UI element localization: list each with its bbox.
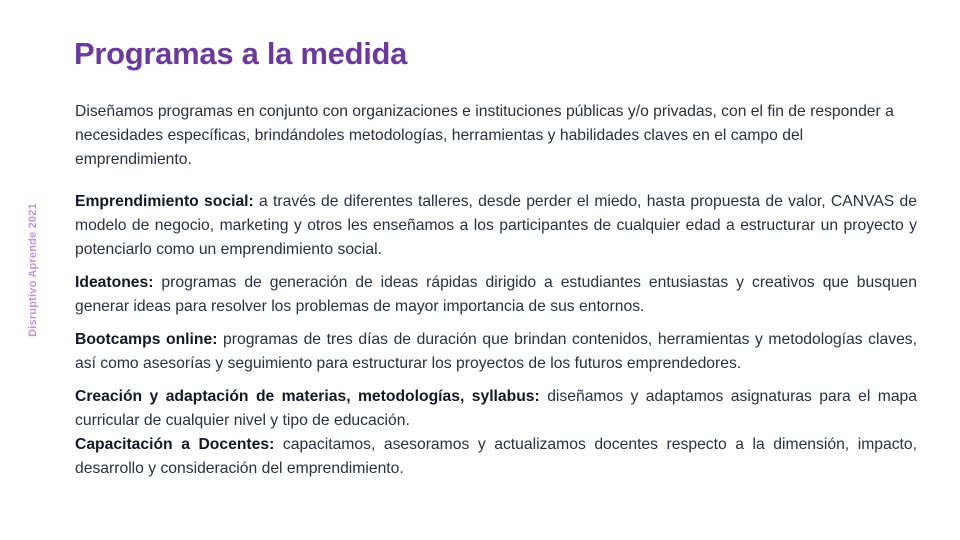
side-label: Disruptivo Aprende 2021 [27, 203, 39, 337]
program-item-emprendimiento-social [75, 190, 917, 262]
program-heading: Ideatones: [75, 274, 154, 291]
program-heading: Capacitación a Docentes: [75, 436, 275, 453]
program-item-capacitacion [75, 433, 917, 481]
slide-body [75, 100, 917, 481]
program-heading: Emprendimiento social: [75, 193, 254, 210]
program-heading: Bootcamps online: [75, 331, 218, 348]
program-item-bootcamps [75, 328, 917, 376]
program-description: programas de generación de ideas rápidas dirigido a estudiantes entusiastas y creativos que busquen generar ideas para resolver los problemas de mayor importancia de sus entornos. [75, 274, 917, 315]
program-item-ideatones [75, 271, 917, 319]
program-item-materias [75, 385, 917, 433]
program-description: capacitamos, asesoramos y actualizamos docentes respecto a la dimensión, impacto, desarrollo y consideración del emprendimiento. [75, 436, 918, 477]
program-heading: Creación y adaptación de materias, metodologías, syllabus: [75, 388, 540, 405]
intro-paragraph: Diseñamos programas en conjunto con organizaciones e instituciones públicas y/o privadas, con el fin de responder a necesidades específicas, brindándoles metodologías, herramientas y habilidades claves en el campo del emprendimiento. [75, 103, 894, 168]
program-description: diseñamos y adaptamos asignaturas para el mapa curricular de cualquier nivel y tipo de educación. [75, 388, 918, 429]
program-description: programas de tres días de duración que brindan contenidos, herramientas y metodologías claves, así como asesorías y seguimiento para estructurar los proyectos de los futuros emprendedores. [75, 331, 918, 372]
page-title: Programas a la medida [74, 36, 408, 71]
program-description: a través de diferentes talleres, desde perder el miedo, hasta propuesta de valor, CANVAS de modelo de negocio, marketing y otros les enseñamos a los participantes de cualquier edad a estructurar un proyecto y potenciarlo como un emprendimiento social. [75, 193, 918, 258]
